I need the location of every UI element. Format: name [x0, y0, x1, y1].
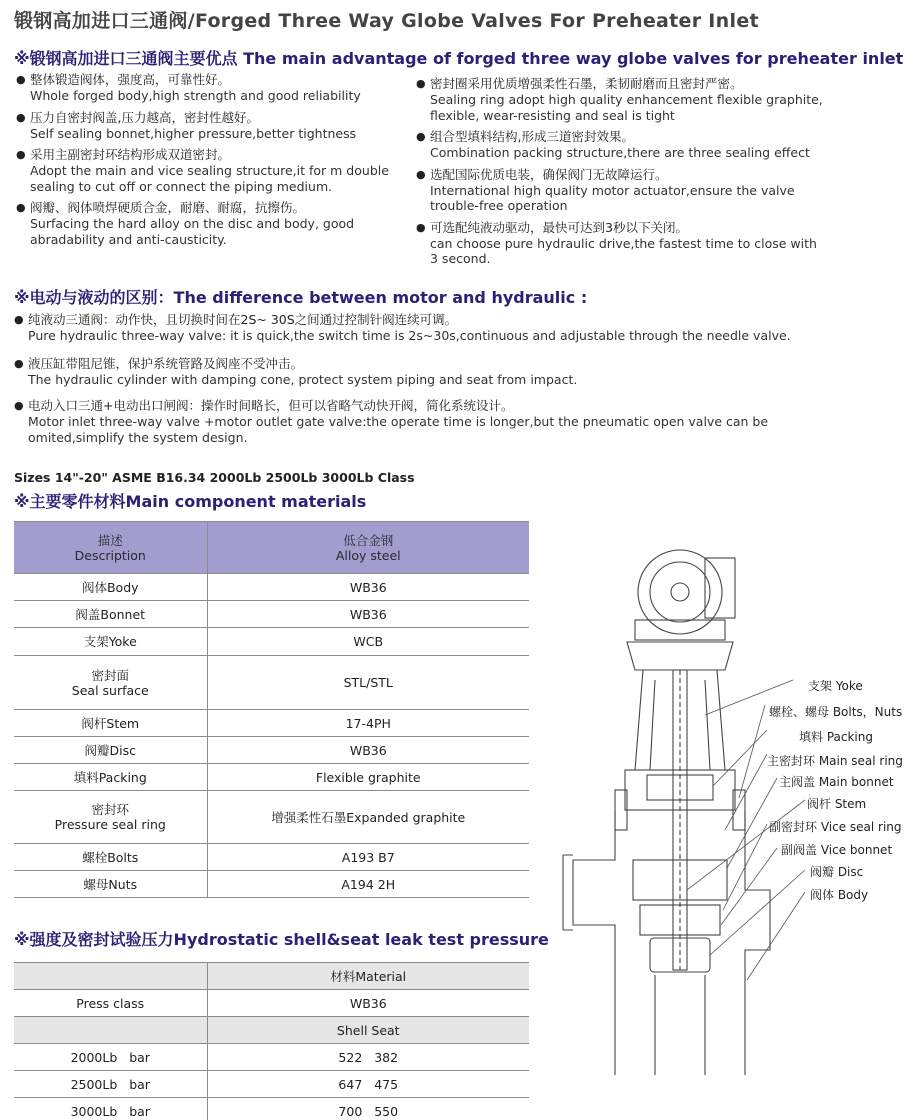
advantage-zh: ● 选配国际优质电装，确保阀门无故障运行。 [416, 167, 911, 183]
part-cell: 阀瓣Disc [14, 737, 207, 764]
difference-en: Motor inlet three-way valve +motor outlet gate valve:the operate time is longer,but the pneumatic open valve can be [28, 414, 769, 429]
advantage-en: trouble-free operation [430, 198, 568, 213]
difference-item [14, 398, 894, 445]
advantage-en: Self sealing bonnet,higher pressure,better tightness [30, 125, 357, 141]
header-description [14, 522, 207, 574]
value-cell: WCB [207, 628, 529, 656]
sizes-line: Sizes 14"-20" ASME B16.34 2000Lb 2500Lb 3000Lb Class [14, 470, 415, 485]
pressure-values: 700 550 [207, 1098, 529, 1120]
advantage-item [416, 220, 911, 267]
table-row [14, 871, 529, 898]
press-class-label: Press class [14, 990, 207, 1017]
label-packing: 填料 Packing [799, 730, 873, 744]
table-row [14, 791, 529, 844]
label-vice-bonnet: 副阀盖 Vice bonnet [781, 843, 893, 857]
part-en: Pressure seal ring [54, 817, 166, 832]
material-value: WB36 [207, 990, 529, 1017]
advantages-left-column [16, 72, 436, 253]
material-header: 材料Material [207, 963, 529, 990]
body-left [573, 810, 615, 1075]
inlet-flange [563, 855, 573, 930]
advantage-en: Sealing ring adopt high quality enhancement flexible graphite, [430, 92, 823, 107]
yoke-inner [650, 680, 710, 770]
advantage-en: 3 second. [430, 251, 491, 266]
advantage-zh: ● 整体锻造阀体，强度高，可靠性好。 [16, 72, 436, 88]
leader-bolts [739, 705, 765, 798]
page-title: 锻钢高加进口三通阀/Forged Three Way Globe Valves For Preheater Inlet [14, 10, 759, 32]
advantage-zh: ● 组合型填料结构,形成三道密封效果。 [416, 129, 911, 145]
header-alloy [207, 522, 529, 574]
advantage-en: Whole forged body,high strength and good reliability [30, 88, 361, 103]
valve-drawing [555, 530, 920, 1075]
part-cell: 填料Packing [14, 764, 207, 791]
materials-heading: ※主要零件材料Main component materials [14, 492, 367, 511]
label-stem: 阀杆 Stem [807, 797, 867, 811]
value-cell: WB36 [207, 601, 529, 628]
table-row [14, 990, 529, 1017]
part-cell: 阀体Body [14, 574, 207, 601]
advantage-zh: ● 阀瓣、阀体喷焊硬质合金，耐磨、耐腐，抗擦伤。 [16, 200, 436, 216]
advantage-item [16, 110, 436, 142]
table-row [14, 844, 529, 871]
actuator-adapter [627, 642, 733, 670]
difference-item [14, 356, 894, 388]
advantage-en: International high quality motor actuator,ensure the valve [430, 182, 795, 198]
table-header-row [14, 522, 529, 574]
difference-en: Pure hydraulic three-way valve: it is quick,the switch time is 2s~30s,continuous and adjustable through the needle valve. [28, 328, 791, 343]
part-cell: 支架Yoke [14, 628, 207, 656]
value-cell: A193 B7 [207, 844, 529, 871]
class-cell: 3000Lb bar [14, 1098, 207, 1120]
label-vice-seal-ring: 副密封环 Vice seal ring [769, 820, 902, 834]
part-en: Seal surface [71, 682, 149, 698]
header-en: Description [74, 547, 146, 563]
difference-item [14, 312, 894, 344]
table-row [14, 601, 529, 628]
advantage-item [416, 167, 911, 214]
body-right [745, 810, 770, 1075]
pressure-values: 522 382 [207, 1044, 529, 1071]
header-zh: 描述 [97, 532, 123, 548]
difference-en: omited,simplify the system design. [28, 429, 248, 445]
table-row [14, 628, 529, 656]
advantage-en: Combination packing structure,there are three sealing effect [430, 145, 810, 160]
advantage-en: abradability and anti-causticity. [30, 231, 227, 247]
advantages-heading: ※锻钢高加进口三通阀主要优点 The main advantage of forged three way globe valves for preheater inlet [14, 49, 904, 68]
table-row [14, 1098, 529, 1120]
part-cell: 阀盖Bonnet [14, 601, 207, 628]
empty-cell [14, 1017, 207, 1044]
value-cell: WB36 [207, 737, 529, 764]
value-cell: STL/STL [207, 656, 529, 710]
part-cell: 螺栓Bolts [14, 844, 207, 871]
difference-zh: ● 电动入口三通+电动出口闸阀：操作时间略长，但可以省略气动快开阀，简化系统设计。 [14, 398, 894, 414]
actuator-housing [638, 550, 722, 634]
part-zh: 密封面 [91, 667, 129, 683]
part-cell: 阀杆Stem [14, 710, 207, 737]
part-cell [14, 791, 207, 844]
label-body: 阀体 Body [810, 888, 869, 902]
table-row [14, 1044, 529, 1071]
leader-body [747, 892, 805, 980]
shell-seat-header: Shell Seat [207, 1017, 529, 1044]
advantage-en: can choose pure hydraulic drive,the fastest time to close with [430, 235, 817, 251]
value-cell: A194 2H [207, 871, 529, 898]
table-row [14, 963, 529, 990]
advantage-en: Surfacing the hard alloy on the disc and body, good [30, 216, 355, 231]
value-cell: 17-4PH [207, 710, 529, 737]
outlet-bore [655, 975, 705, 1075]
advantage-en: sealing to cut off or connect the piping medium. [30, 178, 333, 194]
label-yoke: 支架 Yoke [808, 679, 863, 693]
difference-en: The hydraulic cylinder with damping cone, protect system piping and seat from impact. [28, 372, 578, 387]
advantage-item [16, 200, 436, 247]
advantage-zh: ● 可选配纯液动驱动，最快可达到3秒以下关闭。 [416, 220, 911, 236]
label-bolts-nuts: 螺栓、螺母 Bolts，Nuts [769, 705, 903, 719]
table-row [14, 710, 529, 737]
header-en: Alloy steel [335, 547, 401, 563]
value-cell: Flexible graphite [207, 764, 529, 791]
class-cell: 2500Lb bar [14, 1071, 207, 1098]
table-row [14, 737, 529, 764]
advantage-en: Adopt the main and vice sealing structure,it for m double [30, 163, 389, 178]
empty-cell [14, 963, 207, 990]
actuator-inner [650, 562, 710, 622]
actuator-base [635, 620, 725, 640]
pressure-heading: ※强度及密封试验压力Hydrostatic shell&seat leak test pressure [14, 930, 549, 949]
advantage-item [416, 129, 911, 161]
value-cell: WB36 [207, 574, 529, 601]
leader-disc [710, 870, 805, 955]
leader-packing [713, 730, 767, 786]
class-cell: 2000Lb bar [14, 1044, 207, 1071]
table-row [14, 764, 529, 791]
advantages-right-column [416, 76, 911, 273]
value-cell: 增强柔性石墨Expanded graphite [207, 791, 529, 844]
header-zh: 低合金钢 [343, 532, 394, 548]
materials-table [14, 521, 529, 898]
table-row [14, 656, 529, 710]
table-row [14, 1017, 529, 1044]
actuator-hub [671, 583, 689, 601]
difference-zh: ● 液压缸带阻尼锥，保护系统管路及阀座不受冲击。 [14, 356, 894, 372]
difference-heading: ※电动与液动的区别：The difference between motor and hydraulic : [14, 288, 588, 307]
advantage-zh: ● 压力自密封阀盖,压力越高，密封性越好。 [16, 110, 436, 126]
label-main-seal-ring: 主密封环 Main seal ring [767, 754, 903, 768]
part-zh: 密封环 [91, 802, 129, 817]
advantage-item [416, 76, 911, 123]
part-cell [14, 656, 207, 710]
label-main-bonnet: 主阀盖 Main bonnet [779, 775, 894, 789]
advantage-en: flexible, wear-resisting and seal is tight [430, 107, 675, 123]
pressure-table [14, 962, 529, 1120]
table-row [14, 574, 529, 601]
leader-main-seal [725, 754, 767, 830]
advantage-zh: ● 采用主副密封环结构形成双道密封。 [16, 147, 436, 163]
advantage-item [16, 147, 436, 194]
label-disc: 阀瓣 Disc [810, 865, 864, 879]
pressure-values: 647 475 [207, 1071, 529, 1098]
advantage-item [16, 72, 436, 104]
advantage-zh: ● 密封圈采用优质增强柔性石墨，柔韧耐磨而且密封严密。 [416, 76, 911, 92]
difference-zh: ● 纯液动三通阀：动作快，且切换时间在2S~ 30S之间通过控制针阀连续可调。 [14, 312, 894, 328]
part-cell: 螺母Nuts [14, 871, 207, 898]
table-row [14, 1071, 529, 1098]
